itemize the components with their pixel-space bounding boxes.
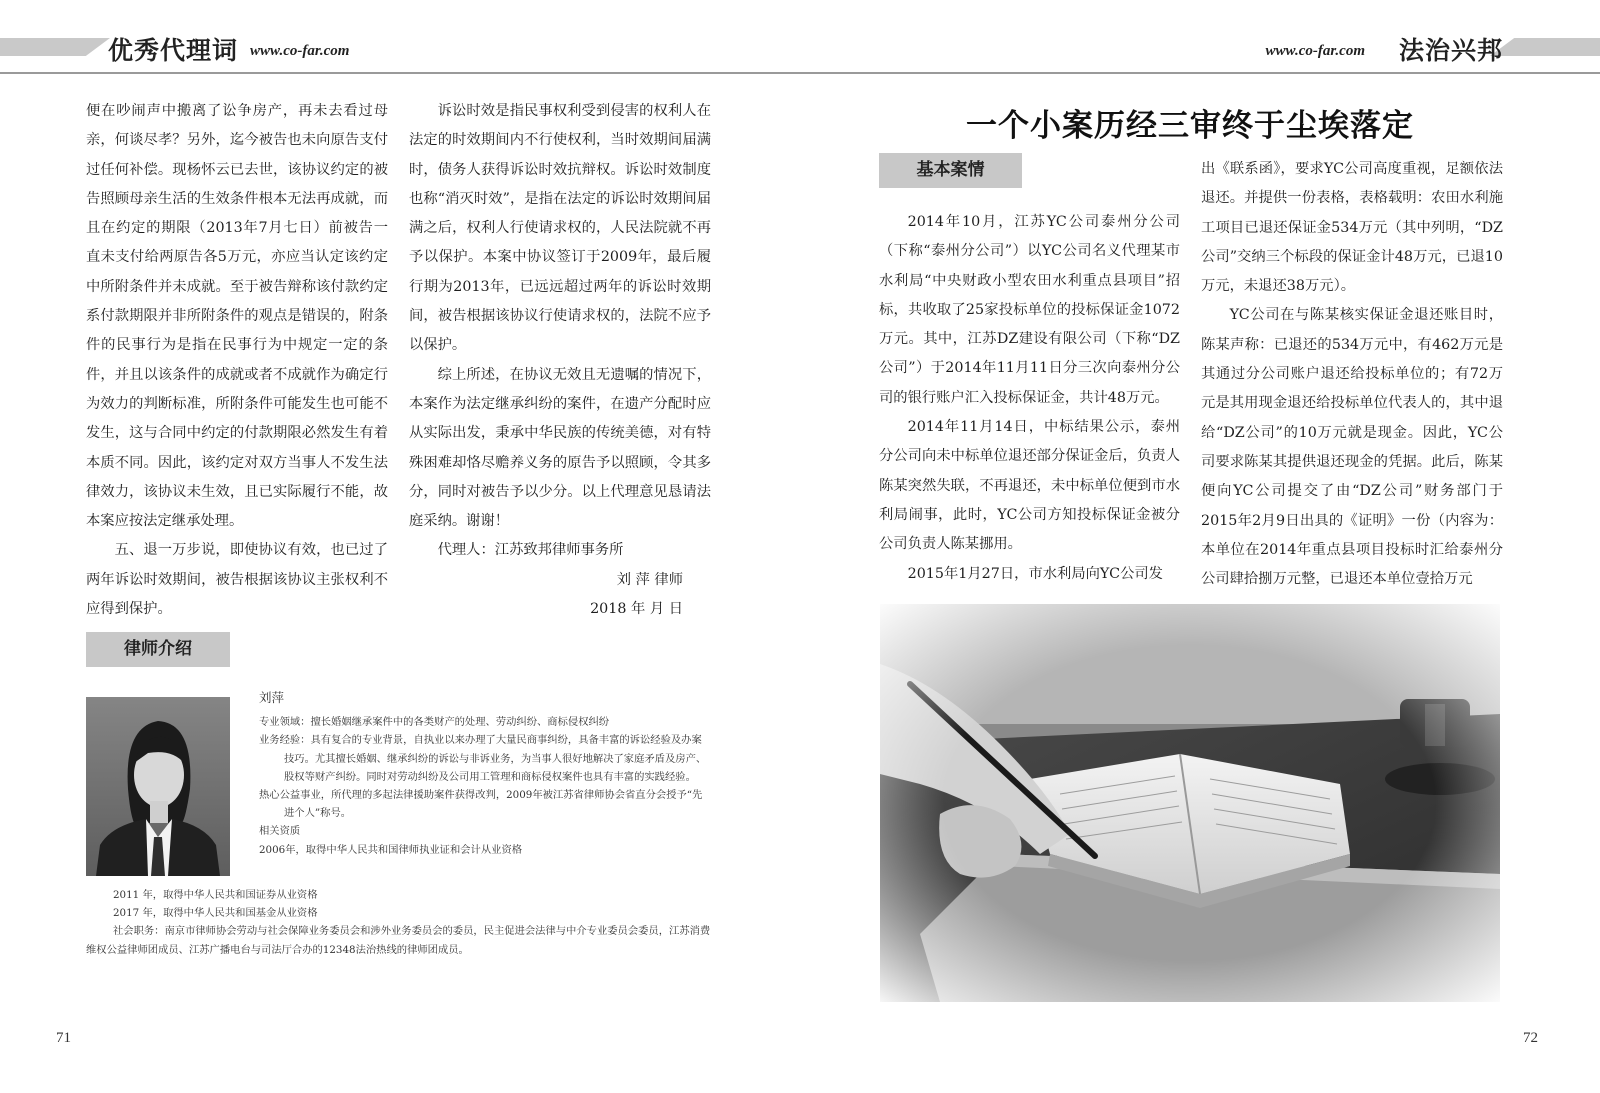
case-section-tag: 基本案情 <box>879 153 1022 188</box>
header-band <box>0 38 110 56</box>
left-column-2 <box>409 97 711 624</box>
writing-photo-image <box>880 604 1500 1002</box>
paragraph: 诉讼时效是指民事权利受到侵害的权利人在法定的时效期间内不行使权利，当时效期间届满时，债务人获得诉讼时效抗辩权。诉讼时效制度也称“消灭时效”，是指在法定的诉讼时效期间届满之后，权利人行使请求权的，人民法院就不再予以保护。本案中协议签订于2009年，最后履行期为2013年，已远远超过两年的诉讼时效期间，被告根据该协议行使请求权的，法院不应予以保护。 <box>409 103 711 354</box>
article-title: 一个小案历经三审终于尘埃落定 <box>966 108 1414 144</box>
bio-line: 热心公益事业，所代理的多起法律援助案件获得改判，2009年被江苏省律师协会省直分会授予“先进个人”称号。 <box>259 789 703 820</box>
lawyer-bio-right <box>259 689 711 859</box>
paragraph: 出《联系函》，要求YC公司高度重视，足额依法退还。并提供一份表格，表格载明：农田水利施工项目已退还保证金534万元（其中列明，“DZ公司”交纳三个标段的保证金计48万元，已退10万元，未退还38万元）。 <box>1201 161 1503 295</box>
page-number-left: 71 <box>56 1030 71 1046</box>
lawyer-name: 刘萍 <box>259 690 285 705</box>
right-column-1 <box>879 208 1180 589</box>
left-column-1 <box>86 97 388 624</box>
site-url: www.co-far.com <box>1265 43 1365 59</box>
lawyer-section-tag: 律师介绍 <box>86 632 230 667</box>
lawyer-portrait <box>86 697 230 876</box>
site-url: www.co-far.com <box>250 43 350 59</box>
header-rule <box>0 72 800 74</box>
bio-line: 2017 年，取得中华人民共和国基金从业资格 <box>113 907 318 920</box>
lawyer-bio-full <box>86 886 712 959</box>
section-title: 优秀代理词 <box>108 36 239 65</box>
agent-line: 代理人：江苏致邦律师事务所 <box>437 542 624 559</box>
paragraph: 便在吵闹声中搬离了讼争房产，再未去看过母亲，何谈尽孝？另外，迄今被告也未向原告支付过任何补偿。现杨怀云已去世，该协议约定的被告照顾母亲生活的生效条件根本无法再成就，而且在约定的期限（2013年7月七日）前被告一直未支付给两原告各5万元，亦应当认定该约定中所附条件并未成就。至于被告辩称该付款约定系付款期限并非所附条件的观点是错误的，附条件的民事行为是指在民事行为中规定一定的条件，并且以该条件的成就或者不成就作为确定行为效力的判断标准，所附条件可能发生也可能不发生，这与合同中约定的付款期限必然发生有着本质不同。因此，该约定对双方当事人不发生法律效力，该协议未生效，且已实际履行不能，故本案应按法定继承处理。 <box>86 103 388 530</box>
bio-line: 2011 年，取得中华人民共和国证券从业资格 <box>113 889 318 901</box>
bio-line: 专业领域：擅长婚姻继承案件中的各类财产的处理、劳动纠纷、商标侵权纠纷 <box>259 716 610 729</box>
bio-line: 业务经验：具有复合的专业背景，自执业以来办理了大量民商事纠纷，具备丰富的诉讼经验及办案技巧。尤其擅长婚姻、继承纠纷的诉讼与非诉业务，为当事人很好地解决了家庭矛盾及房产、股权等财产纠纷。同时对劳动纠纷及公司用工管理和商标侵权案件也具有丰富的实践经验。 <box>259 734 707 783</box>
article-photo <box>880 604 1500 1002</box>
paragraph: 2014年10月，江苏YC公司泰州分公司（下称“泰州分公司”）以YC公司名义代理某市水利局“中央财政小型农田水利重点县项目”招标，共收取了25家投标单位的投标保证金1072万元。其中，江苏DZ建设有限公司（下称“DZ公司”）于2014年11月11日分三次向泰州分公司的银行账户汇入投标保证金，共计48万元。 <box>879 214 1180 406</box>
paragraph: YC公司在与陈某核实保证金退还账目时，陈某声称：已退还的534万元中，有462万元是其通过分公司账户退还给投标单位的；有72万元是其用现金退还给投标单位代表人的，其中退给“DZ公司”的10万元就是现金。因此，YC公司要求陈某其提供退还现金的凭据。此后，陈某便向YC公司提交了由“DZ公司”财务部门于2015年2月9日出具的《证明》一份（内容为：本单位在2014年重点县项目投标时汇给泰州分公司肆拾捌万元整，已退还本单位壹拾万元 <box>1201 307 1503 588</box>
paragraph: 综上所述，在协议无效且无遗嘱的情况下，本案作为法定继承纠纷的案件，在遗产分配时应从实际出发，秉承中华民族的传统美德，对有特殊困难却恪尽赡养义务的原告予以照顾，令其多分，同时对被告予以少分。以上代理意见恳请法庭采纳。谢谢！ <box>409 366 711 530</box>
bio-line: 相关资质 <box>259 825 301 838</box>
header-rule <box>800 72 1600 74</box>
section-title: 法治兴邦 <box>1398 36 1503 65</box>
paragraph: 2014年11月14日，中标结果公示，泰州分公司向未中标单位退还部分保证金后，负责人陈某突然失联，不再退还，未中标单位便到市水利局闹事，此时，YC公司方知投标保证金被分公司负责人陈某挪用。 <box>879 419 1180 553</box>
signature-name: 刘 萍 律师 <box>616 571 683 588</box>
signature-date: 2018 年 月 日 <box>590 601 683 618</box>
header-band <box>1490 38 1600 56</box>
page-number-right: 72 <box>1523 1030 1538 1046</box>
portrait-image <box>86 697 230 876</box>
bio-line: 社会职务：南京市律师协会劳动与社会保障业务委员会和涉外业务委员会的委员，民主促进会法律与中介专业委员会委员，江苏消费维权公益律师团成员、江苏广播电台与司法厅合办的12348法治热线的律师团成员。 <box>86 925 711 956</box>
paragraph: 2015年1月27日，市水利局向YC公司发 <box>907 565 1163 582</box>
bio-line: 2006年，取得中华人民共和国律师执业证和会计从业资格 <box>259 843 523 856</box>
paragraph: 五、退一万步说，即使协议有效，也已过了两年诉讼时效期间，被告根据该协议主张权利不应得到保护。 <box>86 542 388 618</box>
right-column-2 <box>1201 155 1503 594</box>
header-left <box>0 0 800 74</box>
header-right <box>800 0 1600 74</box>
